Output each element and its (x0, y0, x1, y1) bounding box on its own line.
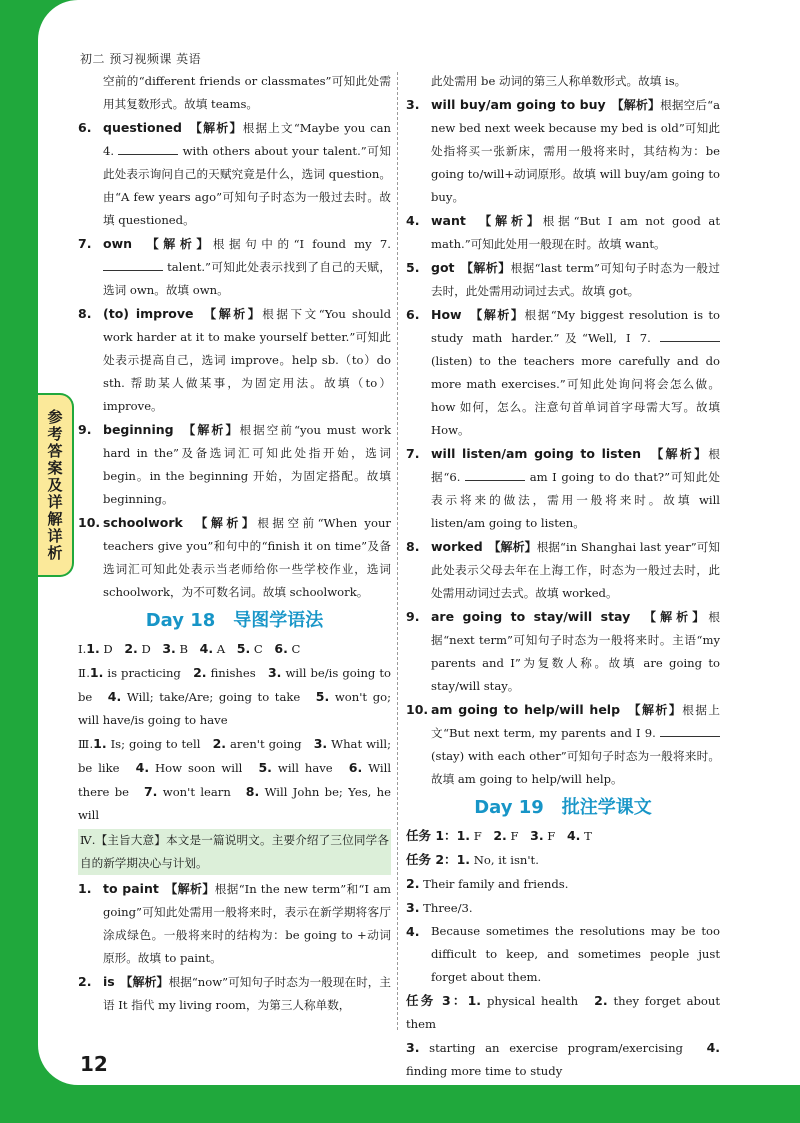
item-text: 根据“My biggest resolution is to study math harder.”及“Well, I 7. (431, 308, 720, 345)
item-number: 7. (406, 446, 420, 461)
item-number: 5. (406, 260, 420, 275)
answer-num: 7. (143, 784, 158, 799)
item-text: talent.”可知此处表示找到了自己的天赋，选词 own。故填 own。 (103, 260, 391, 297)
blank-line (660, 331, 720, 342)
item-answer: schoolwork (103, 515, 183, 530)
item-answer: am going to help/will help (431, 702, 621, 717)
task-1-answers (406, 824, 720, 848)
answer-item (406, 209, 720, 256)
item-text: 根据“in Shanghai last year”可知此处表示父母去年在上海工作，时态为一般过去时，此处需用动词过去式。故填 worked。 (431, 540, 720, 600)
answer-value: Is; going to tell (110, 737, 201, 751)
answer-num: 3. (162, 641, 176, 656)
answer-value: won't go; will have/is going to have (78, 690, 392, 727)
item-number: 10. (406, 702, 429, 717)
answer-value: How soon will (155, 761, 243, 775)
section-label: Ⅱ. (78, 666, 90, 680)
right-column (406, 70, 720, 1083)
item-text: am I going to do that?”可知此处表示将来的做法，需用一般将来时。故填 will listen/am going to listen。 (431, 470, 720, 530)
answer-num: 4. (566, 828, 581, 843)
analysis-tag: 【解析】 (171, 882, 215, 896)
column-divider (397, 72, 398, 1030)
day19-heading: Day 19 批注学课文 (474, 797, 652, 818)
item-text: 根据“next term”可知句子时态为一般将来时。主语“my parents and I”为复数人称。故填 are going to stay/will stay。 (431, 610, 720, 693)
answer-value: Because sometimes the resolutions may be too difficult to keep, and sometimes people just forget about them. (431, 924, 720, 984)
item-number: 6. (406, 307, 420, 322)
answer-num: 1. (467, 993, 482, 1008)
task-2-line (406, 896, 720, 920)
item-answer: are going to stay/will stay (431, 609, 631, 624)
answer-item (406, 698, 720, 791)
answer-value: they forget about them (406, 994, 721, 1031)
task-2-line (406, 872, 720, 896)
item-text: 根据空前“you must work hard in the”及备选词汇可知此处指开始，选词 begin。in the beginning 开始，为固定搭配。故填 beginning。 (103, 423, 391, 506)
task-2-line (406, 920, 720, 989)
answer-value: is practicing (107, 666, 181, 680)
blank-line (103, 260, 163, 271)
item-number: 6. (78, 120, 92, 135)
answer-item (406, 442, 720, 535)
item-answer: (to) improve (103, 306, 194, 321)
answer-value: No, it isn't. (473, 853, 539, 867)
side-tab (38, 393, 74, 577)
answer-num: 6. (348, 760, 363, 775)
answer-item (78, 877, 391, 970)
task-label: 任务 1： (406, 828, 457, 843)
answer-num: 5. (315, 689, 330, 704)
analysis-tag: 【解析】 (210, 307, 263, 321)
item-answer: will listen/am going to listen (431, 446, 641, 461)
task-3-line (406, 1036, 720, 1083)
answer-value: aren't going (230, 737, 302, 751)
item-text: 根据句中的“I found my 7. (212, 237, 391, 251)
answer-item (78, 302, 391, 418)
answer-num: 2. (406, 876, 420, 891)
item-answer: questioned (103, 120, 182, 135)
answer-value: Their family and friends. (423, 877, 569, 891)
answer-value: T (584, 829, 592, 843)
answer-num: 1. (93, 736, 107, 751)
answer-num: 2. (594, 993, 608, 1008)
item-text: 根据上文“Maybe you can 4. (103, 121, 391, 158)
answer-num: 4. (706, 1040, 721, 1055)
answer-num: 5. (258, 760, 272, 775)
answer-num: 5. (236, 641, 251, 656)
answer-value: F (473, 829, 482, 843)
answer-item (78, 970, 391, 1017)
answer-num: 6. (274, 641, 288, 656)
answer-num: 2. (493, 828, 507, 843)
item-text: (listen) to the teachers more carefully and do more math exercises.”可知此处询问将会怎么做。how 如何，怎么。注意句首单词首字母需大写。故填 How。 (431, 354, 720, 437)
answer-num: 2. (212, 736, 227, 751)
answer-num: 1. (456, 828, 471, 843)
section-1-answers (78, 637, 391, 661)
answer-value: will have (277, 761, 333, 775)
answer-value: will be/is going to be (78, 666, 391, 704)
answer-item (406, 93, 720, 209)
item-answer: beginning (103, 422, 174, 437)
answer-value: finishes (210, 666, 256, 680)
answer-num: 4. (107, 689, 122, 704)
item-answer: How (431, 307, 462, 322)
item-answer: got (431, 260, 455, 275)
left-intro: 空前的“different friends or classmates”可知此处需用其复数形式。故填 teams。 (103, 74, 391, 111)
analysis-tag: 【解析】 (617, 98, 661, 112)
answer-item (406, 535, 720, 605)
section-label: Ⅰ. (78, 642, 87, 656)
right-intro: 此处需用 be 动词的第三人称单数形式。故填 is。 (431, 74, 687, 88)
item-number: 9. (78, 422, 92, 437)
answer-num: 4. (199, 641, 214, 656)
answer-num: 3. (530, 828, 544, 843)
answer-value: A (216, 642, 226, 656)
answer-value: B (179, 642, 189, 656)
answer-num: 1. (89, 665, 104, 680)
item-text: 根据上文“But next term, my parents and I 9. (431, 703, 720, 740)
answer-value: C (253, 642, 263, 656)
answer-value: starting an exercise program/exercising (429, 1041, 683, 1055)
analysis-tag: 【解析】 (485, 214, 543, 228)
answer-num: 8. (245, 784, 260, 799)
analysis-tag: 【解析】 (476, 308, 525, 322)
answer-value: F (547, 829, 556, 843)
analysis-tag: 【解析】 (650, 610, 709, 624)
item-number: 1. (78, 881, 92, 896)
answer-value: F (510, 829, 519, 843)
item-number: 3. (406, 97, 420, 112)
item-text: 根据下文“You should work harder at it to make yourself better.”可知此处表示提高自己，选词 improve。help sb.（to）do sth. 帮助某人做某事，为固定用法。故填（to）improve。 (103, 307, 391, 413)
task-label: 任务 3： (406, 993, 468, 1008)
main-idea-box: Ⅳ.【主旨大意】本文是一篇说明文。主要介绍了三位同学各自的新学期决心与计划。 (78, 829, 391, 875)
item-text: 根据“But I am not good at math.”可知此处用一般现在时。故填 want。 (431, 214, 720, 251)
answer-num: 3. (313, 736, 328, 751)
answer-value: D (141, 642, 151, 656)
side-tab-label: 参考答案及详解详析 (45, 408, 64, 562)
left-column (78, 70, 391, 1017)
answer-item (78, 116, 391, 232)
answer-num: 4. (406, 924, 420, 939)
answer-value: C (291, 642, 301, 656)
item-number: 8. (78, 306, 92, 321)
answer-num: 3. (267, 665, 282, 680)
item-answer: own (103, 236, 133, 251)
answer-value: Three/3. (423, 901, 473, 915)
task-label: 任务 2： (406, 852, 457, 867)
item-text: with others about your talent.”可知此处表示询问自己的天赋究竟是什么，选词 question。由“A few years ago”可知句子时态为一般过去时。故填 questioned。 (103, 144, 392, 227)
blank-line (465, 470, 525, 481)
analysis-tag: 【解析】 (189, 423, 240, 437)
page-header: 初二 预习视频课 英语 (80, 52, 202, 66)
item-number: 2. (78, 974, 92, 989)
answer-item (406, 256, 720, 303)
item-text: 根据“In the new term”和“I am going”可知此处需用一般将来时，表示在新学期将客厅涂成绿色。一般将来时的结构为：be going to +动词原形。故填 to paint。 (103, 882, 391, 965)
answer-value: Will there be (78, 761, 392, 799)
answer-num: 3. (406, 900, 420, 915)
item-text: 根据空前“When your teachers give you”和句中的“finish it on time”及备选词汇可知此处表示当老师给你一些学校作业，选词 schoolwork，为不可数名词。故填 schoolwork。 (103, 516, 391, 599)
item-text: 根据“6. (431, 447, 720, 484)
analysis-tag: 【解析】 (195, 121, 243, 135)
analysis-tag: 【解析】 (466, 261, 511, 275)
blank-line (660, 726, 720, 737)
answer-item (78, 418, 391, 511)
answer-value: finding more time to study (406, 1064, 563, 1078)
answer-item (406, 303, 720, 442)
answer-value: What will; be like (78, 737, 392, 775)
day18-heading: Day 18 导图学语法 (145, 610, 324, 631)
section-3-answers (78, 732, 391, 827)
analysis-tag: 【解析】 (126, 975, 169, 989)
item-answer: want (431, 213, 466, 228)
answer-num: 4. (135, 760, 150, 775)
answer-value: won't learn (162, 785, 231, 799)
answer-num: 2. (124, 641, 138, 656)
answer-value: Will John be; Yes, he will (78, 785, 392, 822)
answer-num: 3. (406, 1040, 420, 1055)
answer-value: physical health (486, 994, 579, 1008)
item-number: 10. (78, 515, 101, 530)
item-answer: worked (431, 539, 483, 554)
task-3-answers (406, 989, 720, 1036)
section-label: Ⅲ. (78, 737, 94, 751)
answer-num: 1. (86, 641, 100, 656)
item-answer: is (103, 974, 115, 989)
item-number: 4. (406, 213, 420, 228)
answer-item (406, 605, 720, 698)
blank-line (118, 144, 178, 155)
item-text: 根据“last term”可知句子时态为一般过去时，此处需用动词过去式。故填 got。 (431, 261, 720, 298)
answer-value: D (103, 642, 113, 656)
analysis-tag: 【解析】 (201, 516, 258, 530)
item-number: 7. (78, 236, 92, 251)
answer-num: 1. (456, 852, 471, 867)
analysis-tag: 【解析】 (657, 447, 709, 461)
answer-num: 2. (193, 665, 207, 680)
item-text: 根据“now”可知句子时态为一般现在时，主语 It 指代 my living room，为第三人称单数， (103, 975, 391, 1012)
analysis-tag: 【解析】 (494, 540, 537, 554)
item-answer: will buy/am going to buy (431, 97, 606, 112)
item-number: 8. (406, 539, 420, 554)
page-number: 12 (80, 1052, 108, 1076)
item-number: 9. (406, 609, 420, 624)
answer-item (78, 232, 391, 302)
item-text: (stay) with each other”可知句子时态为一般将来时。故填 am going to help/will help。 (431, 749, 720, 786)
answer-item (78, 511, 391, 604)
analysis-tag: 【解析】 (634, 703, 683, 717)
answer-value: Will; take/Are; going to take (126, 690, 301, 704)
section-2-answers (78, 661, 391, 732)
analysis-tag: 【解析】 (152, 237, 213, 251)
task-2-answers (406, 848, 720, 872)
item-text: 根据空后“a new bed next week because my bed is old”可知此处指将买一张新床，需用一般将来时，其结构为：be going to/will+动词原形。故填 will buy/am going to buy。 (431, 98, 720, 204)
item-answer: to paint (103, 881, 159, 896)
